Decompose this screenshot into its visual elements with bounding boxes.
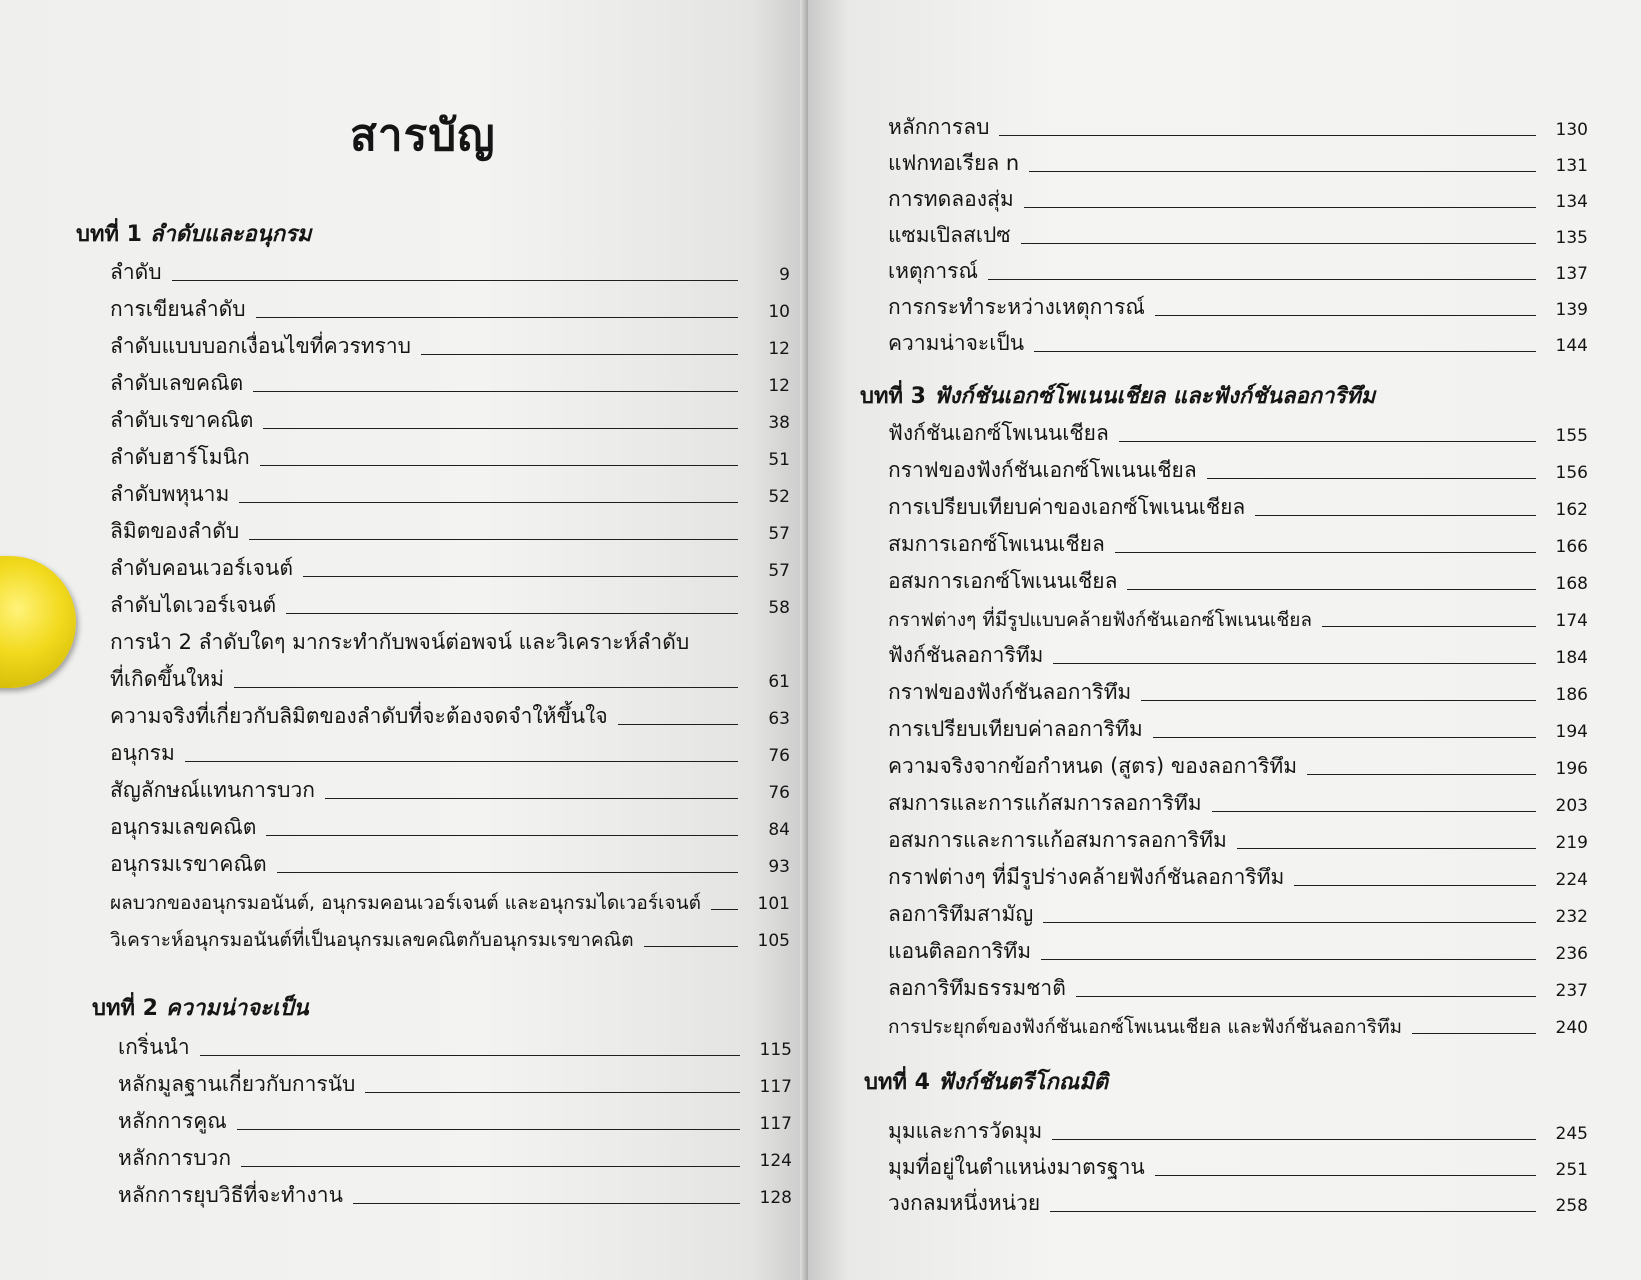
entry-title: วิเคราะห์อนุกรมอนันต์ที่เป็นอนุกรมเลขคณิตกับอนุกรมเรขาคณิต: [110, 929, 634, 951]
entry-page-number: 184: [1555, 648, 1588, 668]
entry-title: แอนติลอการิทึม: [888, 939, 1032, 963]
toc-entry[interactable]: [888, 254, 1588, 288]
dot-leader: [1212, 811, 1536, 812]
dot-leader: [1024, 207, 1536, 208]
entry-title: การนำ 2 ลำดับใดๆ มากระทำกับพจน์ต่อพจน์ และวิเคราะห์ลำดับ: [110, 630, 690, 654]
entry-title: หลักการคูณ: [118, 1109, 227, 1133]
toc-entry[interactable]: [888, 934, 1588, 968]
toc-entry[interactable]: [888, 1186, 1588, 1220]
entry-title: ลำดับฮาร์โมนิก: [110, 445, 250, 469]
toc-entry[interactable]: [118, 1030, 792, 1064]
entry-title: ลำดับแบบบอกเงื่อนไขที่ควรทราบ: [110, 334, 412, 358]
entry-title: อนุกรมเลขคณิต: [110, 815, 257, 839]
entry-page-number: 52: [768, 487, 790, 507]
dot-leader: [1029, 171, 1536, 172]
dot-leader: [256, 317, 738, 318]
entry-page-number: 105: [757, 931, 790, 951]
dot-leader: [263, 428, 738, 429]
toc-entry[interactable]: [110, 366, 790, 400]
toc-entry[interactable]: [110, 329, 790, 363]
entry-title: กราฟต่างๆ ที่มีรูปร่างคล้ายฟังก์ชันลอการิทึม: [888, 865, 1285, 889]
entry-page-number: 10: [768, 302, 790, 322]
toc-entry[interactable]: [110, 551, 790, 585]
dot-leader: [1050, 1211, 1536, 1212]
entry-title: ลิมิตของลำดับ: [110, 519, 240, 543]
toc-entry[interactable]: [110, 884, 790, 918]
toc-entry[interactable]: [110, 921, 790, 955]
entry-title: อนุกรม: [110, 741, 175, 765]
entry-title: การเปรียบเทียบค่าของเอกซ์โพเนนเชียล: [888, 495, 1246, 519]
toc-entry[interactable]: [888, 527, 1588, 561]
dot-leader: [325, 798, 738, 799]
entry-page-number: 166: [1555, 537, 1588, 557]
dot-leader: [277, 872, 738, 873]
entry-page-number: 38: [768, 413, 790, 433]
entry-page-number: 236: [1555, 944, 1588, 964]
dot-leader: [303, 576, 738, 577]
toc-entry[interactable]: [888, 1008, 1588, 1042]
dot-leader: [999, 135, 1536, 136]
entry-page-number: 12: [768, 376, 790, 396]
toc-entry[interactable]: [888, 897, 1588, 931]
toc-entry[interactable]: [888, 712, 1588, 746]
entry-title: ความจริงจากข้อกำหนด (สูตร) ของลอการิทึม: [888, 754, 1298, 778]
entry-page-number: 155: [1555, 426, 1588, 446]
toc-entry[interactable]: [888, 290, 1588, 324]
dot-leader: [644, 946, 738, 947]
dot-leader: [286, 613, 738, 614]
entry-title: การประยุกต์ของฟังก์ชันเอกซ์โพเนนเชียล และฟังก์ชันลอการิทึม: [888, 1016, 1403, 1038]
entry-title: อสมการเอกซ์โพเนนเชียล: [888, 569, 1118, 593]
dot-leader: [1076, 996, 1536, 997]
dot-leader: [172, 280, 738, 281]
dot-leader: [1052, 1139, 1536, 1140]
toc-entry[interactable]: [118, 1141, 792, 1175]
toc-entry[interactable]: [110, 292, 790, 326]
entry-page-number: 124: [759, 1151, 792, 1171]
entry-page-number: 237: [1555, 981, 1588, 1001]
dot-leader: [253, 391, 738, 392]
entry-page-number: 156: [1555, 463, 1588, 483]
toc-entry[interactable]: [110, 699, 790, 733]
left-page: [0, 0, 808, 1280]
toc-entry[interactable]: [118, 1067, 792, 1101]
toc-entry[interactable]: [888, 110, 1588, 144]
entry-title: สมการและการแก้สมการลอการิทึม: [888, 791, 1202, 815]
entry-title: แซมเปิลสเปซ: [888, 223, 1011, 247]
toc-entry[interactable]: [110, 514, 790, 548]
entry-title: ที่เกิดขึ้นใหม่: [110, 667, 225, 691]
chapter-heading-3: [860, 378, 1375, 413]
toc-entry[interactable]: [110, 736, 790, 770]
entry-title: ลำดับไดเวอร์เจนต์: [110, 593, 277, 617]
entry-page-number: 76: [768, 783, 790, 803]
entry-page-number: 137: [1555, 264, 1588, 284]
chapter-title: ความน่าจะเป็น: [165, 996, 309, 1021]
dot-leader: [1153, 737, 1536, 738]
entry-page-number: 58: [768, 598, 790, 618]
toc-heading: สารบัญ: [350, 110, 496, 161]
dot-leader: [1034, 351, 1536, 352]
entry-page-number: 131: [1555, 156, 1588, 176]
entry-title: สัญลักษณ์แทนการบวก: [110, 778, 315, 802]
entry-title: ฟังก์ชันเอกซ์โพเนนเชียล: [888, 421, 1109, 445]
dot-leader: [1041, 959, 1536, 960]
toc-entry[interactable]: [888, 601, 1588, 635]
entry-page-number: 135: [1555, 228, 1588, 248]
toc-entry[interactable]: [888, 971, 1588, 1005]
toc-entry[interactable]: [888, 786, 1588, 820]
entry-page-number: 117: [759, 1077, 792, 1097]
entry-page-number: 134: [1555, 192, 1588, 212]
toc-entry[interactable]: [888, 326, 1588, 360]
toc-entry[interactable]: [110, 773, 790, 807]
dot-leader: [353, 1203, 740, 1204]
entry-page-number: 168: [1555, 574, 1588, 594]
entry-title: กราฟของฟังก์ชันลอการิทึม: [888, 680, 1132, 704]
toc-entry[interactable]: [888, 490, 1588, 524]
toc-entry[interactable]: [110, 403, 790, 437]
toc-entry[interactable]: [118, 1104, 792, 1138]
dot-leader: [1237, 848, 1536, 849]
dot-leader: [1155, 1175, 1536, 1176]
dot-leader: [1119, 441, 1536, 442]
toc-entry[interactable]: [110, 255, 790, 289]
dot-leader: [618, 724, 738, 725]
toc-entry[interactable]: [110, 440, 790, 474]
chapter-heading-1: [76, 216, 311, 251]
dot-leader: [1322, 626, 1536, 627]
entry-page-number: 57: [768, 561, 790, 581]
entry-page-number: 174: [1555, 611, 1588, 631]
entry-page-number: 117: [759, 1114, 792, 1134]
entry-title: อนุกรมเรขาคณิต: [110, 852, 267, 876]
entry-page-number: 128: [759, 1188, 792, 1208]
toc-entry[interactable]: [118, 1178, 792, 1212]
toc-entry[interactable]: [110, 588, 790, 622]
entry-title: มุมและการวัดมุม: [888, 1119, 1043, 1143]
dot-leader: [1294, 885, 1536, 886]
paper-clip-tab: [0, 556, 76, 688]
dot-leader: [241, 1166, 740, 1167]
entry-title: เกริ่นนำ: [118, 1035, 190, 1059]
toc-entry[interactable]: [110, 662, 790, 696]
entry-page-number: 162: [1555, 500, 1588, 520]
chapter-label: บทที่ 1: [76, 222, 142, 247]
entry-title: การกระทำระหว่างเหตุการณ์: [888, 295, 1145, 319]
dot-leader: [1053, 663, 1536, 664]
entry-page-number: 9: [779, 265, 790, 285]
entry-title: มุมที่อยู่ในตำแหน่งมาตรฐาน: [888, 1155, 1145, 1179]
entry-page-number: 101: [757, 894, 790, 914]
dot-leader: [1115, 552, 1536, 553]
chapter-label: บทที่ 4: [864, 1070, 930, 1095]
entry-title: ลำดับเรขาคณิต: [110, 408, 254, 432]
entry-page-number: 51: [768, 450, 790, 470]
entry-page-number: 219: [1555, 833, 1588, 853]
entry-title: กราฟต่างๆ ที่มีรูปแบบคล้ายฟังก์ชันเอกซ์โพเนนเชียล: [888, 609, 1312, 631]
chapter-label: บทที่ 3: [860, 384, 926, 409]
entry-page-number: 93: [768, 857, 790, 877]
entry-page-number: 144: [1555, 336, 1588, 356]
right-page: [808, 0, 1641, 1280]
toc-entry[interactable]: [888, 146, 1588, 180]
dot-leader: [1307, 774, 1536, 775]
toc-entry[interactable]: [888, 638, 1588, 672]
dot-leader: [1155, 315, 1536, 316]
entry-page-number: 224: [1555, 870, 1588, 890]
dot-leader: [185, 761, 738, 762]
dot-leader: [1043, 922, 1536, 923]
dot-leader: [988, 279, 1536, 280]
dot-leader: [711, 909, 738, 910]
chapter-title: ฟังก์ชันตรีโกณมิติ: [937, 1070, 1108, 1095]
entry-title: สมการเอกซ์โพเนนเชียล: [888, 532, 1105, 556]
dot-leader: [1021, 243, 1536, 244]
dot-leader: [249, 539, 738, 540]
entry-page-number: 115: [759, 1040, 792, 1060]
chapter-heading-4: [864, 1064, 1108, 1099]
chapter-title: ลำดับและอนุกรม: [149, 222, 312, 247]
entry-title: ลอการิทึมสามัญ: [888, 902, 1034, 926]
toc-entry[interactable]: [888, 749, 1588, 783]
entry-title: ลำดับพหุนาม: [110, 482, 230, 506]
toc-entry[interactable]: [888, 564, 1588, 598]
dot-leader: [1141, 700, 1536, 701]
entry-page-number: 63: [768, 709, 790, 729]
entry-page-number: 203: [1555, 796, 1588, 816]
entry-title: ลอการิทึมธรรมชาติ: [888, 976, 1066, 1000]
entry-title: เหตุการณ์: [888, 259, 978, 283]
toc-entry[interactable]: [888, 1150, 1588, 1184]
entry-page-number: 196: [1555, 759, 1588, 779]
toc-entry[interactable]: [888, 416, 1588, 450]
entry-title: แฟกทอเรียล n: [888, 151, 1020, 175]
toc-entry[interactable]: [888, 182, 1588, 216]
toc-entry[interactable]: [110, 625, 790, 659]
dot-leader: [1255, 515, 1536, 516]
entry-title: กราฟของฟังก์ชันเอกซ์โพเนนเชียล: [888, 458, 1197, 482]
entry-title: ลำดับคอนเวอร์เจนต์: [110, 556, 293, 580]
entry-title: หลักการลบ: [888, 115, 990, 139]
entry-page-number: 76: [768, 746, 790, 766]
entry-title: หลักการยุบวิธีที่จะทำงาน: [118, 1183, 343, 1207]
dot-leader: [1207, 478, 1536, 479]
entry-title: ลำดับเลขคณิต: [110, 371, 244, 395]
toc-entry[interactable]: [888, 823, 1588, 857]
entry-page-number: 232: [1555, 907, 1588, 927]
dot-leader: [237, 1129, 740, 1130]
entry-title: หลักการบวก: [118, 1146, 232, 1170]
entry-page-number: 245: [1555, 1124, 1588, 1144]
entry-title: การเปรียบเทียบค่าลอการิทึม: [888, 717, 1143, 741]
entry-page-number: 240: [1555, 1018, 1588, 1038]
entry-title: ฟังก์ชันลอการิทึม: [888, 643, 1044, 667]
dot-leader: [200, 1055, 740, 1056]
dot-leader: [365, 1092, 740, 1093]
entry-title: ผลบวกของอนุกรมอนันต์, อนุกรมคอนเวอร์เจนต์ และอนุกรมไดเวอร์เจนต์: [110, 892, 701, 914]
entry-title: ลำดับ: [110, 260, 162, 284]
dot-leader: [1127, 589, 1536, 590]
entry-page-number: 251: [1555, 1160, 1588, 1180]
toc-entry[interactable]: [888, 675, 1588, 709]
entry-title: การเขียนลำดับ: [110, 297, 246, 321]
entry-page-number: 61: [768, 672, 790, 692]
toc-entry[interactable]: [888, 453, 1588, 487]
entry-title: หลักมูลฐานเกี่ยวกับการนับ: [118, 1072, 356, 1096]
entry-title: อสมการและการแก้อสมการลอการิทึม: [888, 828, 1227, 852]
chapter-title: ฟังก์ชันเอกซ์โพเนนเชียล และฟังก์ชันลอการิทึม: [933, 384, 1376, 409]
dot-leader: [1412, 1033, 1536, 1034]
entry-title: วงกลมหนึ่งหน่วย: [888, 1191, 1041, 1215]
entry-title: ความจริงที่เกี่ยวกับลิมิตของลำดับที่จะต้องจดจำให้ขึ้นใจ: [110, 704, 608, 728]
entry-page-number: 186: [1555, 685, 1588, 705]
entry-title: ความน่าจะเป็น: [888, 331, 1025, 355]
toc-entry[interactable]: [888, 218, 1588, 252]
chapter-label: บทที่ 2: [92, 996, 158, 1021]
chapter-heading-2: [92, 990, 309, 1025]
toc-entry[interactable]: [888, 860, 1588, 894]
dot-leader: [260, 465, 738, 466]
entry-page-number: 57: [768, 524, 790, 544]
entry-page-number: 130: [1555, 120, 1588, 140]
dot-leader: [234, 687, 738, 688]
entry-page-number: 12: [768, 339, 790, 359]
toc-entry[interactable]: [110, 810, 790, 844]
dot-leader: [266, 835, 738, 836]
entry-page-number: 194: [1555, 722, 1588, 742]
entry-page-number: 139: [1555, 300, 1588, 320]
dot-leader: [421, 354, 738, 355]
toc-entry[interactable]: [888, 1114, 1588, 1148]
dot-leader: [239, 502, 738, 503]
toc-entry[interactable]: [110, 477, 790, 511]
entry-page-number: 84: [768, 820, 790, 840]
entry-title: การทดลองสุ่ม: [888, 187, 1014, 211]
entry-page-number: 258: [1555, 1196, 1588, 1216]
toc-entry[interactable]: [110, 847, 790, 881]
